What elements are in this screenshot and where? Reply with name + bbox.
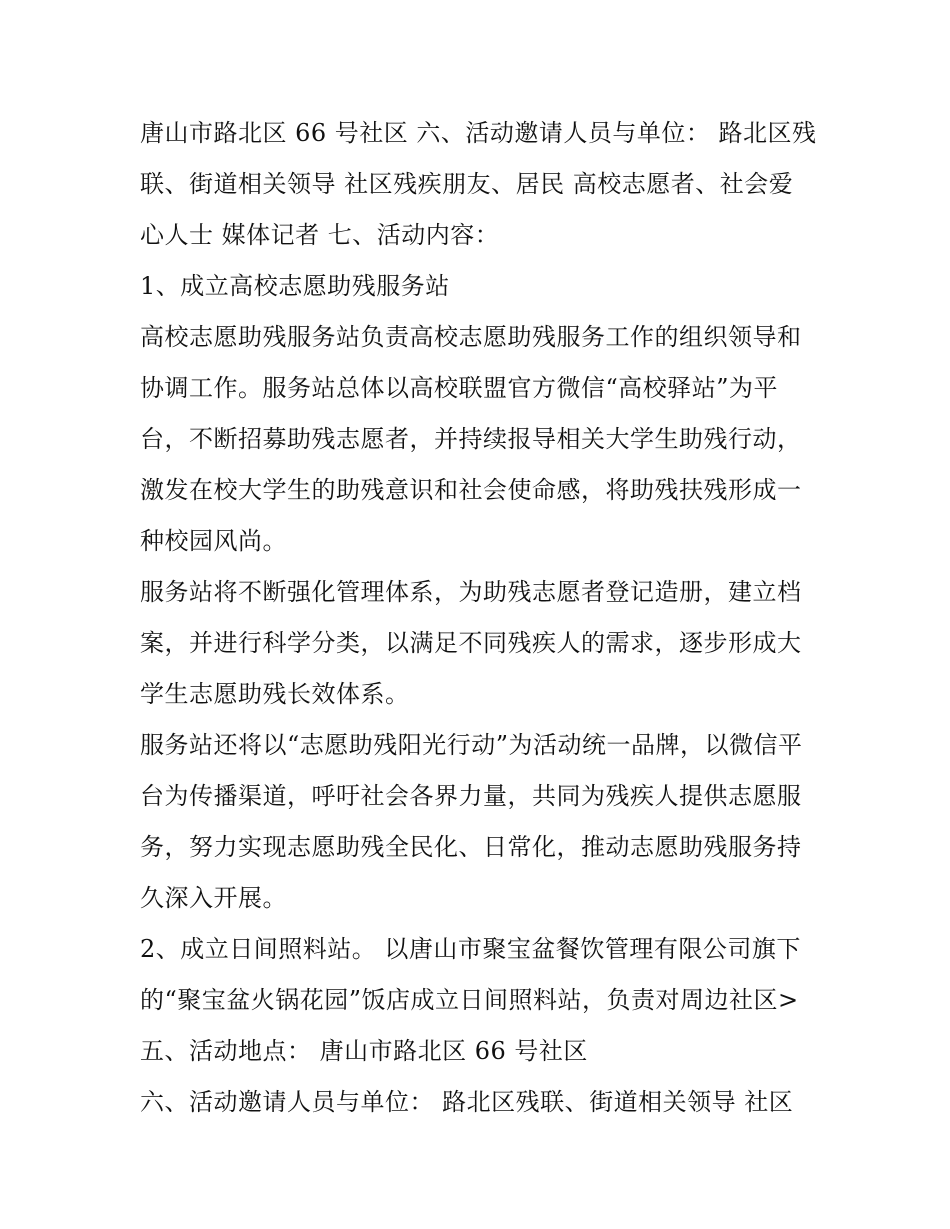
- text-line: 联、街道相关领导 社区残疾朋友、居民 高校志愿者、社会爱: [140, 170, 794, 198]
- text-line: 台，不断招募助残志愿者，并持续报导相关大学生助残行动，: [140, 425, 802, 453]
- section-heading: 五、活动地点： 唐山市路北区 66 号社区: [140, 1037, 588, 1065]
- text-line: 协调工作。服务站总体以高校联盟官方微信“高校驿站”为平: [140, 374, 779, 402]
- text-line: 的“聚宝盆火锅花园”饭店成立日间照料站，负责对周边社区>: [140, 986, 799, 1014]
- section-heading: 1、成立高校志愿助残服务站: [140, 272, 450, 300]
- text-line: 久深入开展。: [140, 884, 287, 912]
- text-line: 务，努力实现志愿助残全民化、日常化，推动志愿助残服务持: [140, 833, 802, 861]
- text-line: 服务站还将以“志愿助残阳光行动”为活动统一品牌，以微信平: [140, 731, 803, 759]
- text-line: 唐山市路北区 66 号社区 六、活动邀请人员与单位： 路北区残: [140, 119, 817, 147]
- text-line: 服务站将不断强化管理体系，为助残志愿者登记造册，建立档: [140, 578, 802, 606]
- section-heading: 2、成立日间照料站。 以唐山市聚宝盆餐饮管理有限公司旗下: [140, 935, 801, 963]
- text-line: 案，并进行科学分类，以满足不同残疾人的需求，逐步形成大: [140, 629, 802, 657]
- text-line: 激发在校大学生的助残意识和社会使命感，将助残扶残形成一: [140, 476, 802, 504]
- text-line: 台为传播渠道，呼吁社会各界力量，共同为残疾人提供志愿服: [140, 782, 802, 810]
- text-line: 学生志愿助残长效体系。: [140, 680, 410, 708]
- text-line: 高校志愿助残服务站负责高校志愿助残服务工作的组织领导和: [140, 323, 802, 351]
- text-line: 种校园风尚。: [140, 527, 287, 555]
- text-line: 心人士 媒体记者 七、活动内容：: [140, 221, 500, 249]
- section-heading: 六、活动邀请人员与单位： 路北区残联、街道相关领导 社区: [140, 1088, 794, 1116]
- document-page: [140, 108, 820, 1128]
